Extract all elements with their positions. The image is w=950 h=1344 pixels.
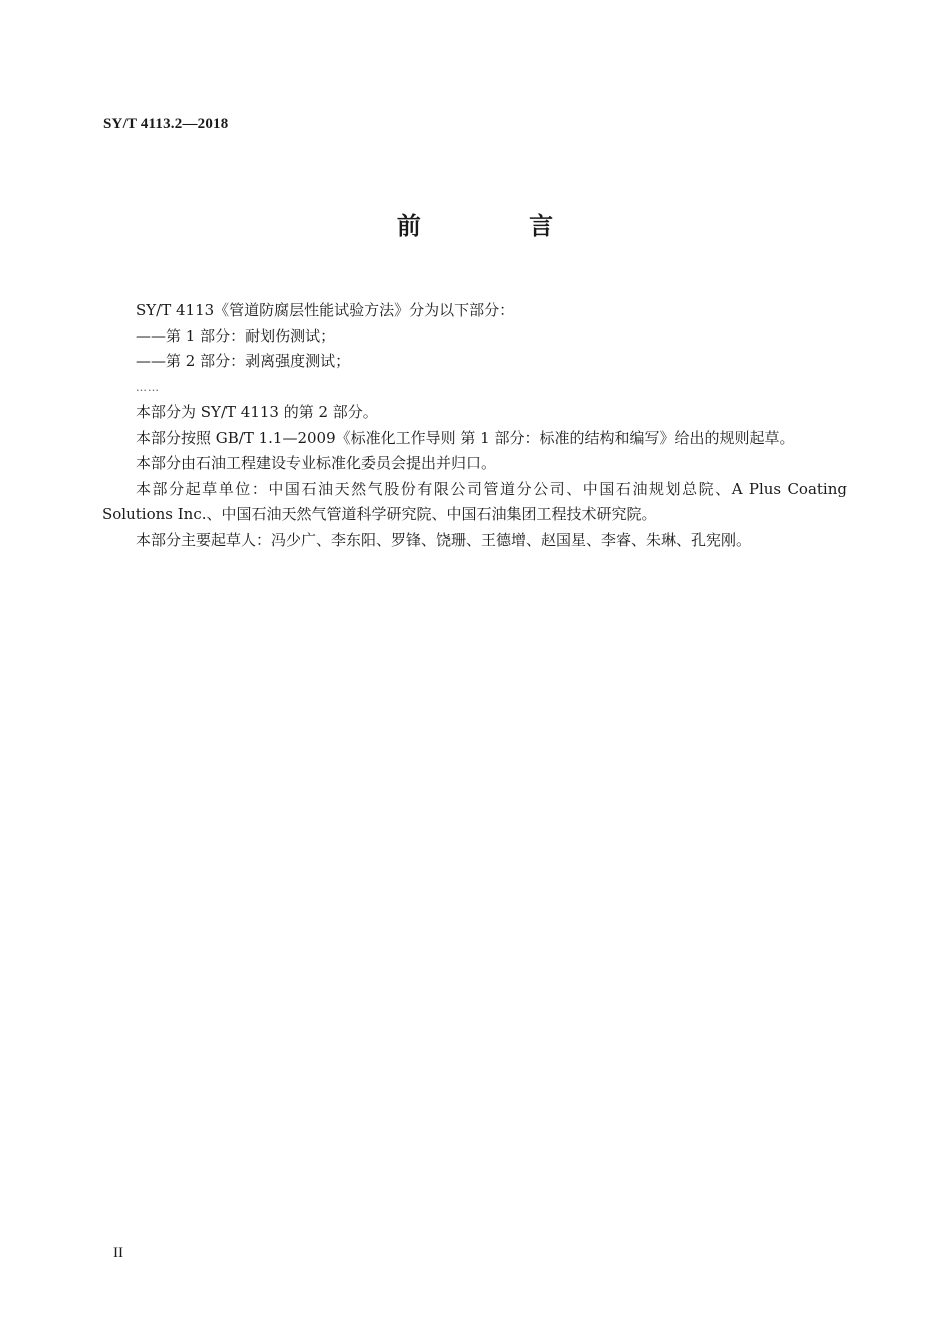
intro-paragraph: SY/T 4113《管道防腐层性能试验方法》分为以下部分：: [136, 301, 515, 319]
page-number: II: [113, 1245, 123, 1261]
drafting-units-paragraph: 本部分起草单位：中国石油天然气股份有限公司管道分公司、中国石油规划总院、A Plus Coating Solutions Inc.、中国石油天然气管道科学研究院、中国石油集团工程技术研究院。: [102, 479, 847, 523]
drafters-paragraph: 本部分主要起草人：冯少广、李东阳、罗锋、饶珊、王德增、赵国星、李睿、朱琳、孔宪刚。: [136, 530, 752, 549]
this-part-paragraph: 本部分为 SY/T 4113 的第 2 部分。: [136, 403, 378, 421]
part-2-item: ——第 2 部分：剥离强度测试；: [136, 352, 351, 370]
standard-code: SY/T 4113.2—2018: [103, 116, 229, 132]
drafting-rules-paragraph: 本部分按照 GB/T 1.1—2009《标准化工作导则 第 1 部分：标准的结构和编写》给出的规则起草。: [136, 428, 795, 447]
ellipsis: ……: [136, 380, 160, 394]
part-1-item: ——第 1 部分：耐划伤测试；: [136, 326, 336, 345]
page-title: 前 言: [396, 212, 604, 240]
foreword-body: [102, 298, 847, 553]
proposed-by-paragraph: 本部分由石油工程建设专业标准化委员会提出并归口。: [136, 454, 497, 472]
